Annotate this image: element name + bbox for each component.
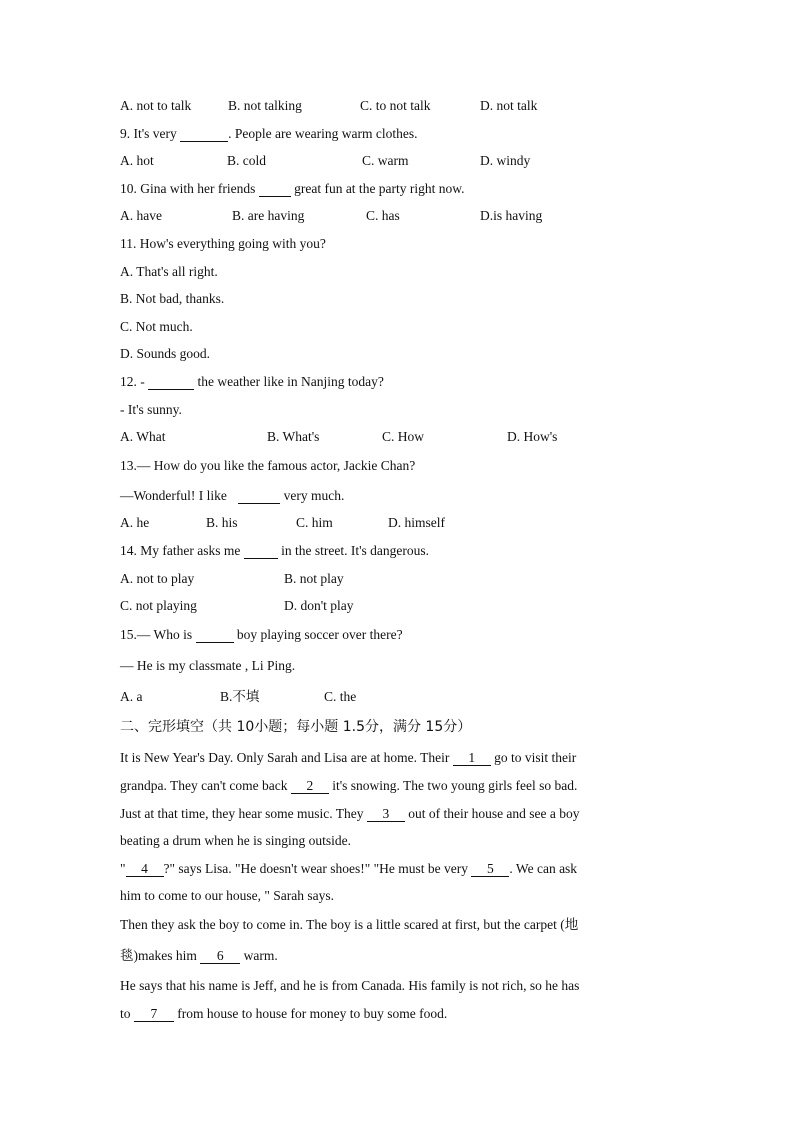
- section-heading: 二、完形填空（共 10小题；每小题 1.5分，满分 15分）: [120, 719, 472, 735]
- q13-reply: —Wonderful! I like very much.: [120, 488, 345, 503]
- question-10: 10. Gina with her friends great fun at the party right now.: [120, 181, 465, 196]
- option-a: A. not to talk: [120, 98, 192, 113]
- option-d: D. windy: [480, 153, 531, 168]
- option-c: C. has: [366, 208, 400, 223]
- option-c: C. him: [296, 515, 333, 530]
- cloze-blank-2: 2: [291, 778, 329, 794]
- option-b: B. are having: [232, 208, 305, 223]
- option-c: C. Not much.: [120, 319, 193, 334]
- option-d: D. Sounds good.: [120, 346, 211, 361]
- q12-reply: - It's sunny.: [120, 402, 182, 417]
- passage-line: It is New Year's Day. Only Sarah and Lisa are at home. Their 1 go to visit their: [120, 750, 577, 765]
- cloze-blank-1: 1: [453, 750, 491, 766]
- option-d: D. don't play: [284, 598, 354, 613]
- option-a: A. What: [120, 429, 166, 444]
- passage-line: He says that his name is Jeff, and he is from Canada. His family is not rich, so he has: [120, 978, 580, 993]
- question-11: 11. How's everything going with you?: [120, 236, 326, 251]
- option-b: B.不填: [220, 689, 260, 704]
- answer-blank: [238, 488, 280, 504]
- passage-line: Then they ask the boy to come in. The boy is a little scared at first, but the carpet (地: [120, 917, 579, 932]
- question-9: 9. It's very . People are wearing warm clothes.: [120, 126, 418, 141]
- option-c: C. to not talk: [360, 98, 431, 113]
- option-a: A. he: [120, 515, 150, 530]
- option-b: B. not talking: [228, 98, 302, 113]
- option-c: C. How: [382, 429, 425, 444]
- passage-line: to 7 from house to house for money to buy some food.: [120, 1006, 448, 1021]
- option-c: C. warm: [362, 153, 409, 168]
- option-c: C. not playing: [120, 598, 197, 613]
- option-b: B. Not bad, thanks.: [120, 291, 225, 306]
- option-d: D. not talk: [480, 98, 538, 113]
- cloze-blank-6: 6: [200, 948, 240, 964]
- option-a: A. not to play: [120, 571, 195, 586]
- option-d: D. How's: [507, 429, 558, 444]
- option-d: D.is having: [480, 208, 543, 223]
- passage-line: Just at that time, they hear some music. They 3 out of their house and see a boy: [120, 806, 580, 821]
- question-13: 13.— How do you like the famous actor, Jackie Chan?: [120, 458, 416, 473]
- option-b: B. not play: [284, 571, 344, 586]
- answer-blank: [244, 543, 278, 559]
- cloze-blank-5: 5: [471, 861, 509, 877]
- passage-line: grandpa. They can't come back 2 it's snowing. The two young girls feel so bad.: [120, 778, 578, 793]
- answer-blank: [148, 374, 194, 390]
- q15-reply: — He is my classmate , Li Ping.: [120, 658, 296, 673]
- option-a: A. That's all right.: [120, 264, 218, 279]
- cloze-blank-7: 7: [134, 1006, 174, 1022]
- passage-line: him to come to our house, " Sarah says.: [120, 888, 334, 903]
- option-b: B. cold: [227, 153, 266, 168]
- cloze-blank-4: 4: [126, 861, 164, 877]
- question-12: 12. - the weather like in Nanjing today?: [120, 374, 384, 389]
- cloze-blank-3: 3: [367, 806, 405, 822]
- option-a: A. have: [120, 208, 162, 223]
- option-b: B. What's: [267, 429, 320, 444]
- passage-line: beating a drum when he is singing outside.: [120, 833, 351, 848]
- answer-blank: [180, 126, 228, 142]
- option-b: B. his: [206, 515, 238, 530]
- answer-blank: [196, 627, 234, 643]
- option-c: C. the: [324, 689, 357, 704]
- passage-line: 毯)makes him 6 warm.: [120, 948, 278, 963]
- passage-line: " 4 ?" says Lisa. "He doesn't wear shoes!" "He must be very 5 . We can ask: [120, 861, 578, 876]
- option-a: A. a: [120, 689, 143, 704]
- option-a: A. hot: [120, 153, 154, 168]
- option-d: D. himself: [388, 515, 445, 530]
- question-14: 14. My father asks me in the street. It's dangerous.: [120, 543, 430, 558]
- question-15: 15.— Who is boy playing soccer over there?: [120, 627, 403, 642]
- answer-blank: [259, 181, 291, 197]
